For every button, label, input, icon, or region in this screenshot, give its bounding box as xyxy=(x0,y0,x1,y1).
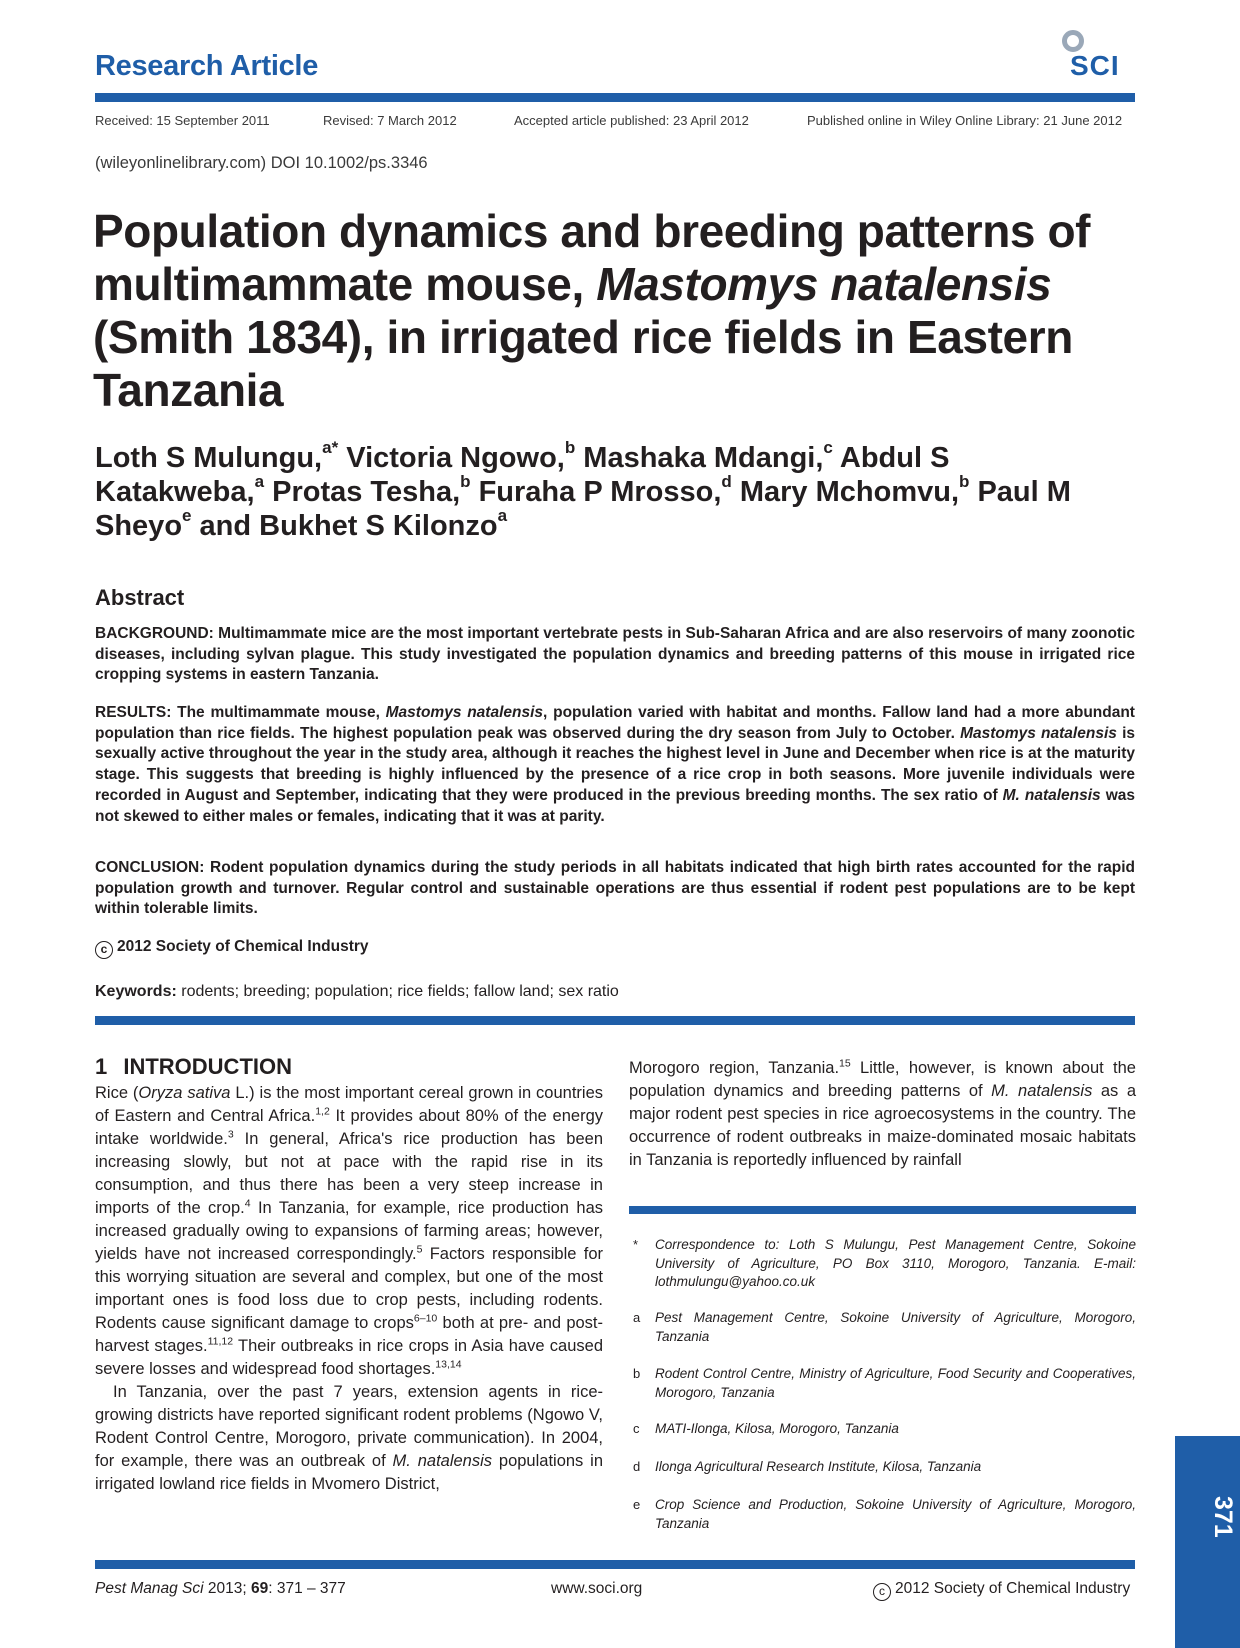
footnote-mark: * xyxy=(633,1237,639,1252)
left-column xyxy=(95,1082,603,1496)
body-text: Rice ( xyxy=(95,1084,139,1102)
author-name: Loth S Mulungu, xyxy=(95,442,323,474)
footnote-text: Ilonga Agricultural Research Institute, Kilosa, Tanzania xyxy=(655,1459,982,1474)
results-text: is sexually active throughout the year in the study area, although it reaches the highest level in June and December when rice is at the maturity stage. This suggests that breeding is highly influenced by the presence of a rice crop in both seasons. More juvenile individuals were recorded in August and September, indicating that they were produced in the previous breeding months. The sex ratio of xyxy=(95,724,1135,804)
right-column xyxy=(629,1057,1136,1172)
results-text: , population varied with habitat and months. Fallow land had a more abundant population than rice fields. The highest population peak was observed during the dry season from July to October. xyxy=(95,704,1135,742)
body-text: Little, however, is known about the population dynamics and breeding patterns of xyxy=(629,1059,1136,1100)
doi[interactable]: (wileyonlinelibrary.com) DOI 10.1002/ps.3346 xyxy=(95,154,428,172)
journal-citation xyxy=(95,1580,346,1598)
affiliation-c xyxy=(629,1420,1136,1439)
journal-volume: 69 xyxy=(250,1580,269,1597)
results-species: M. natalensis xyxy=(1002,786,1101,804)
author-affiliation: a xyxy=(254,472,265,492)
footnote-mark: e xyxy=(633,1497,641,1512)
journal-url[interactable]: www.soci.org xyxy=(551,1580,643,1597)
journal-pages: : 371 – 377 xyxy=(268,1580,346,1597)
footnote-text[interactable]: Correspondence to: Loth S Mulungu, Pest Management Centre, Sokoine University of Agriculture, PO Box 3110, Morogoro, Tanzania. E-mail: lothmulungu@yahoo.co.uk xyxy=(655,1237,1136,1290)
body-text: It provides about 80% of the energy intake worldwide. xyxy=(95,1107,604,1148)
results-species: Mastomys natalensis xyxy=(960,724,1117,742)
copyright-icon: c xyxy=(95,941,113,959)
revised-date: Revised: 7 March 2012 xyxy=(323,113,457,128)
author-name: Victoria Ngowo, xyxy=(338,442,565,474)
body-text: In Tanzania, over the past 7 years, extension agents in rice-growing districts have reported significant rodent problems (Ngowo V, Rodent Control Centre, Morogoro, private communication). In 2004, for example, there was an outbreak of xyxy=(95,1383,603,1470)
affiliation-e xyxy=(629,1496,1136,1533)
body-text: In general, Africa's rice production has been increasing slowly, but not at pace with the rapid rise in its consumption, and thus there has been a very steep increase in imports of the crop. xyxy=(95,1130,603,1217)
body-text: both at pre- and post-harvest stages. xyxy=(95,1314,603,1355)
body-text: as a major rodent pest species in rice agroecosystems in the country. The occurrence of rodent outbreaks in maize-dominated mosaic habitats in Tanzania is reportedly influenced by rainfall xyxy=(629,1082,1136,1169)
intro-paragraph-2 xyxy=(95,1381,603,1496)
author-affiliation: a xyxy=(497,506,508,526)
author-name: Abdul S Katakweba, xyxy=(95,442,950,508)
citation-link[interactable]: 11,12 xyxy=(207,1335,234,1348)
footnote-mark: d xyxy=(633,1459,641,1474)
author-affiliation: e xyxy=(182,506,192,526)
results-text: was not skewed to either males or females, indicating that it was at parity. xyxy=(95,786,1135,825)
abstract-heading: Abstract xyxy=(95,585,185,610)
correspondence-note xyxy=(629,1236,1136,1292)
body-text: Factors responsible for this worrying situation are several and complex, but one of the most important ones is food loss due to crop pests, including rodents. Rodents cause significant damage to crops xyxy=(95,1245,604,1332)
author-affiliation: d xyxy=(721,472,732,492)
body-text: L.) is the most important cereal grown in countries of Eastern and Central Africa. xyxy=(95,1084,603,1125)
article-title xyxy=(93,205,1143,417)
section-label: Research Article xyxy=(95,50,319,82)
author-affiliation: b xyxy=(460,472,471,492)
keywords xyxy=(95,983,619,1001)
footnote-mark: c xyxy=(633,1421,640,1436)
citation-link[interactable]: 1,2 xyxy=(315,1105,330,1118)
body-text: Their outbreaks in rice crops in Asia have caused severe losses and widespread food shortages. xyxy=(95,1337,604,1378)
abstract-copyright xyxy=(95,938,369,959)
page-number-tab xyxy=(1175,1436,1240,1648)
journal-name: Pest Manag Sci xyxy=(95,1580,204,1597)
published-date: Published online in Wiley Online Library: 21 June 2012 xyxy=(807,113,1123,128)
author-name: Mary Mchomvu, xyxy=(731,476,960,508)
body-text: populations in irrigated lowland rice fields in Mvomero District, xyxy=(95,1452,603,1493)
author-affiliation: b xyxy=(959,472,970,492)
citation-link[interactable]: 6–10 xyxy=(413,1312,438,1325)
abstract-background: BACKGROUND: Multimammate mice are the most important vertebrate pests in Sub-Saharan Africa and are also reservoirs of many zoonotic diseases, including sylvan plague. This study investigated the population dynamics and breeding patterns of this mouse in irrigated rice cropping systems in eastern Tanzania. xyxy=(95,625,1135,684)
footnote-text: Crop Science and Production, Sokoine University of Agriculture, Morogoro, Tanzania xyxy=(655,1497,1136,1531)
copyright-icon: c xyxy=(873,1583,891,1601)
author-affiliation: a* xyxy=(322,438,339,458)
body-italic: M. natalensis xyxy=(991,1082,1093,1100)
author-list xyxy=(95,438,1095,543)
abstract-results xyxy=(95,703,1135,827)
citation-link[interactable]: 4 xyxy=(244,1197,251,1210)
results-text: RESULTS: The multimammate mouse, xyxy=(95,704,386,721)
citation-link[interactable]: 15 xyxy=(839,1057,851,1070)
author-name: Paul M Sheyo xyxy=(95,476,1071,542)
author-name: Mashaka Mdangi, xyxy=(575,442,824,474)
intro-paragraph-1 xyxy=(95,1082,603,1381)
footnote-mark: b xyxy=(633,1366,641,1381)
logo-text: SCI xyxy=(1070,50,1120,81)
keywords-text: rodents; breeding; population; rice fields; fallow land; sex ratio xyxy=(176,983,619,1000)
affiliation-d xyxy=(629,1458,1136,1477)
author-name: Protas Tesha, xyxy=(264,476,461,508)
section-heading: 1 INTRODUCTION xyxy=(95,1054,292,1079)
footnote-mark: a xyxy=(633,1310,641,1325)
copyright-text: 2012 Society of Chemical Industry xyxy=(117,938,369,955)
title-text-2: (Smith 1834), in irrigated rice fields in Eastern Tanzania xyxy=(93,311,1073,416)
affiliation-a xyxy=(629,1309,1136,1346)
citation-link[interactable]: 3 xyxy=(227,1128,234,1141)
citation-link[interactable]: 5 xyxy=(416,1243,423,1256)
header-rule xyxy=(95,93,1135,102)
journal-year: 2013; xyxy=(203,1580,251,1597)
page-number: 371 xyxy=(1209,1496,1237,1538)
results-species: Mastomys natalensis xyxy=(385,704,544,721)
body-text: In Tanzania, for example, rice production has increased gradually owing to expansions of farming areas; however, yields have not increased correspondingly. xyxy=(95,1199,603,1263)
footnote-text: Rodent Control Centre, Ministry of Agriculture, Food Security and Cooperatives, Morogoro, Tanzania xyxy=(655,1366,1136,1400)
author-affiliation: b xyxy=(564,438,576,458)
author-name: Furaha P Mrosso, xyxy=(470,476,722,508)
keywords-label: Keywords: xyxy=(95,983,177,1000)
accepted-date: Accepted article published: 23 April 2012 xyxy=(514,113,749,128)
author-name: and Bukhet S Kilonzo xyxy=(191,510,498,542)
citation-link[interactable]: 13,14 xyxy=(435,1358,462,1371)
affiliation-b xyxy=(629,1365,1136,1402)
body-italic: M. natalensis xyxy=(392,1452,493,1470)
body-text: Morogoro region, Tanzania. xyxy=(629,1059,840,1077)
footnote-text: Pest Management Centre, Sokoine University of Agriculture, Morogoro, Tanzania xyxy=(655,1310,1136,1344)
copyright-text: 2012 Society of Chemical Industry xyxy=(895,1580,1131,1597)
abstract-conclusion: CONCLUSION: Rodent population dynamics during the study periods in all habitats indicated that high birth rates accounted for the rapid population growth and turnover. Regular control and sustainable operations are thus essential if rodent pest populations are to be kept within tolerable limits. xyxy=(95,859,1135,918)
footnote-rule xyxy=(629,1206,1136,1214)
body-italic: Oryza sativa xyxy=(138,1084,231,1102)
footnote-text: MATI-Ilonga, Kilosa, Morogoro, Tanzania xyxy=(655,1421,899,1436)
intro-paragraph-3 xyxy=(629,1057,1136,1172)
footer-rule xyxy=(95,1560,1135,1569)
footer-copyright xyxy=(873,1580,1130,1601)
author-affiliation: c xyxy=(823,438,833,458)
title-species: Mastomys natalensis xyxy=(596,258,1052,310)
received-date: Received: 15 September 2011 xyxy=(95,113,270,128)
abstract-rule xyxy=(95,1016,1135,1025)
sci-logo xyxy=(1062,30,1132,80)
title-text: Population dynamics and breeding patterns of multimammate mouse, xyxy=(93,205,1091,310)
logo-ring-icon xyxy=(1062,30,1084,52)
